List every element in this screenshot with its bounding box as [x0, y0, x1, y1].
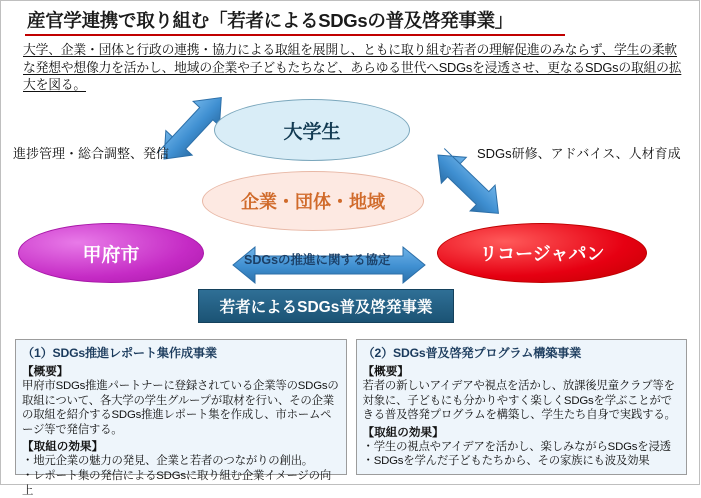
label-left-flow: 進捗管理・総合調整、発信 [13, 146, 170, 161]
list-item: ・レポート集の発信によるSDGsに取り組む企業イメージの向上 [22, 469, 332, 497]
list-item: ・地元企業の魅力の発見、企業と若者のつながりの創出。 [22, 455, 313, 468]
project-box-2-overview-heading: 【概要】 [362, 365, 409, 378]
project-box-1-effects [22, 454, 340, 498]
project-box-2-effects [363, 440, 681, 469]
node-ricoh-japan: リコージャパン [437, 223, 647, 283]
title-underline [25, 34, 565, 36]
project-box-1-effect-heading: 【取組の効果】 [22, 440, 104, 454]
lead-paragraph: 大学、企業・団体と行政の連携・協力による取組を展開し、ともに取り組む若者の理解促進のみならず、学生の柔軟な発想や想像力を活かし、地域の企業や子どもたちなど、あらゆる世代へSDGsを浸透させ、更なるSDGsの取組の拡大を図る。 [23, 42, 682, 92]
list-item: ・SDGsを学んだ子どもたちから、その家族にも波及効果 [362, 455, 650, 468]
label-right-flow: SDGs研修、アドバイス、人材育成 [477, 146, 681, 161]
project-box-2-overview: 若者の新しいアイデアや視点を活かし、放課後児童クラブ等を対象に、子どもにも分かりやすく楽しくSDGsを学ぶことができる普及啓発プログラムを構築し、学生たち自身で実践する。 [362, 380, 676, 422]
project-box-2-effect-heading: 【取組の効果】 [362, 425, 444, 439]
project-boxes [15, 339, 687, 497]
project-box-1-title: （1）SDGs推進レポート集作成事業 [22, 346, 217, 360]
node-kofu-city: 甲府市 [18, 223, 204, 283]
project-box-2 [356, 339, 688, 475]
project-box-1-overview-heading: 【概要】 [22, 365, 69, 378]
list-item: ・学生の視点やアイデアを活かし、楽しみながらSDGsを浸透 [362, 440, 671, 453]
project-box-2-title: （2）SDGs普及啓発プログラム構築事業 [362, 346, 582, 360]
relationship-diagram [1, 93, 701, 328]
project-box-1-overview: 甲府市SDGs推進パートナーに登録されている企業等のSDGsの取組について、各大学の学生グループが取材を行い、その企業の取組を紹介するSDGs推進レポート集を作成し、市ホームページ等で発信する。 [22, 380, 339, 436]
label-agreement: SDGsの推進に関する協定 [244, 253, 391, 267]
node-company: 企業・団体・地域 [202, 171, 424, 231]
project-banner: 若者によるSDGs普及啓発事業 [198, 289, 454, 323]
project-box-1 [15, 339, 347, 497]
page-title: 産官学連携で取り組む「若者によるSDGsの普及啓発事業」 [27, 10, 513, 31]
node-university: 大学生 [214, 99, 410, 161]
